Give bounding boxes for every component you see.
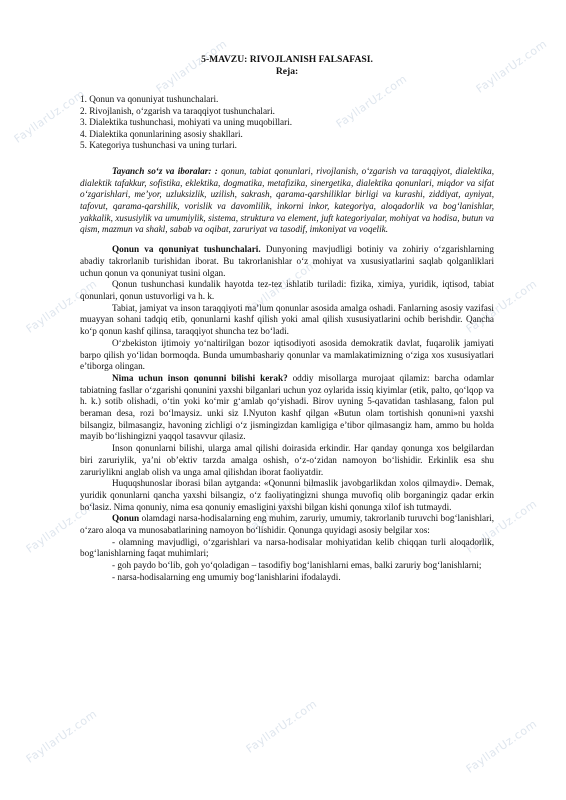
watermark: FayllarUz.com <box>23 707 100 766</box>
keywords-paragraph <box>80 166 494 236</box>
watermark: FayllarUz.com <box>23 497 100 556</box>
paragraph-text: oddiy misollarga murojaat qilamiz: barcha odamlar tabiatning fasllar o‘zgarishi qonunini yaxshi bilganlari uchun yoz oylarida issiq kiyimlar (etik, palto, qo‘lqop va h. k.) sotib olishadi, o‘tin yoki ko‘mir g‘amlab qo‘yishadi. Birov uyning 5-qavatidan tashlasang, falon pul beraman desa, rozi bo‘lmaysiz. unki siz I.Nyuton kashf qilgan «Butun olam tortishish qonuni»ni yaxshi bilsangiz, bilmasangiz, havoning zichligi o‘z jismingizdan kamligiga e’tibor qilmasangiz ham, ammo bu holda mayib bo‘lishingizni yaqqol tasavvur qilasiz. <box>80 372 495 442</box>
paragraph: O‘zbekiston ijtimoiy yo‘naltirilgan bozor iqtisodiyoti asosida demokratik davlat, fuqarolik jamiyati barpo qilish yo‘lidan bormoqda. Bunda umumbashariy qonunlar va mamlakatimizning o‘ziga xos xususiyatlari e’tiborga olingan. <box>80 337 494 372</box>
watermark: FayllarUz.com <box>243 477 320 536</box>
list-item: - goh paydo bo‘lib, goh yo‘qoladigan – tasodifiy bog‘lanishlarni emas, balki zaruriy bog‘lanishlarni; <box>112 560 482 571</box>
plan-item: 2. Rivojlanish, o‘zgarish va taraqqiyot tushunchalari. <box>80 105 275 116</box>
paragraph: Tabiat, jamiyat va inson taraqqiyoti ma’lum qonunlar asosida amalga oshadi. Fanlarning asosiy vazifasi muayyan sohani tadqiq etib, qonunlarni kashf qilish yoki amal qilish xususiyatlarini ochib berishdir. Qancha ko‘p qonun kashf qilinsa, taraqqiyot shuncha tez bo‘ladi. <box>80 302 494 337</box>
watermark: FayllarUz.com <box>463 717 540 776</box>
watermark: FayllarUz.com <box>463 497 540 556</box>
plan-item: 3. Dialektika tushunchasi, mohiyati va uning muqobillari. <box>80 117 293 128</box>
section-paragraph <box>80 244 494 279</box>
list-item: - olamning mavjudligi, o‘zgarishlari va narsa-hodisalar mohiyatidan kelib chiqqan turli aloqadorlik, bog‘lanishlarning faqat muhimlari; <box>80 536 494 559</box>
watermark: FayllarUz.com <box>243 697 320 756</box>
term-bold: Qonun <box>112 513 140 524</box>
paragraph-text: Dunyoning mavjudligi botiniy va zohiriy o‘zgarishlarning abadiy takrorlanib turishidan iborat. Bu takrorlanishlar o‘z mohiyat va xususiyatlarini saqlab qolganliklari uchun qonun va qonuniyat tusini olgan. <box>80 244 494 278</box>
question-heading: Nima uchun inson qonunni bilishi kerak? <box>112 372 288 383</box>
paragraph: Qonun tushunchasi kundalik hayotda tez-tez ishlatib turiladi: fizika, ximiya, yuridik, iqtisod, tabiat qonunlari, qonun ustuvorligi va h. k. <box>80 279 494 301</box>
document-title: 5-MAVZU: RIVOJLANISH FALSAFASI. <box>201 54 373 65</box>
section-heading: Qonun va qonuniyat tushunchalari. <box>112 244 261 255</box>
document-page <box>80 54 494 584</box>
plan-item: 1. Qonun va qonuniyat tushunchalari. <box>80 94 219 104</box>
watermark: FayllarUz.com <box>243 257 320 316</box>
plan-heading: Reja: <box>275 66 299 77</box>
paragraph: Huquqshunoslar iborasi bilan aytganda: «Qonunni bilmaslik javobgarlikdan xolos qilmaydi». Demak, yuridik qonunlarni qancha yaxshi bilsangiz, o‘z faoliyatingizni shunga muvofiq olib borganingiz qadar erkin bo‘lasiz. Nima qonuniy, nima esa qonuniy emasligini yaxshi bilgan kishi qonunga xilof ish tutmaydi. <box>80 478 494 512</box>
plan-item: 5. Kategoriya tushunchasi va uning turlari. <box>80 140 237 151</box>
paragraph <box>80 373 494 443</box>
plan-list <box>80 94 494 152</box>
list-item: - narsa-hodisalarning eng umumiy bog‘lanishlarini ifodalaydi. <box>112 571 341 582</box>
keywords-label: Tayanch so‘z va iboralar: : <box>112 165 218 176</box>
watermark: FayllarUz.com <box>473 37 550 96</box>
watermark: FayllarUz.com <box>153 37 230 96</box>
plan-item: 4. Dialektika qonunlarining asosiy shakllari. <box>80 128 243 139</box>
paragraph <box>80 513 494 536</box>
paragraph-text: olamdagi narsa-hodisalarning eng muhim, zaruriy, umumiy, takrorlanib turuvchi bog‘lanishlari, o‘zaro aloqa va munosabatlarining namoyon bo‘lishidir. Qonunga quyidagi asosiy belgilar xos: <box>80 513 494 536</box>
watermark: FayllarUz.com <box>11 87 88 146</box>
watermark: FayllarUz.com <box>23 277 100 336</box>
watermark: FayllarUz.com <box>333 72 410 131</box>
watermark: FayllarUz.com <box>463 277 540 336</box>
keywords-text: qonun, tabiat qonunlari, rivojlanish, o‘zgarish va taraqqiyot, dialektika, dialektik tafakkur, sofistika, eklektika, dogmatika, metafizika, sinergetika, dialektika qonunlari, miqdor va sifat o‘zgarishlari, me’yor, uzluksizlik, uzilish, sakrash, qarama-qarshiliklar birligi va kurashi, ziddiyat, ayniyat, tafovut, qarama-qarshilik, vorislik va davomlilik, inkorni inkor, kategoriya, aloqadorlik va bog‘lanishlar, yakkalik, xususiylik va umumiylik, sistema, struktura va element, juft kategoriyalar, mohiyat va hodisa, butun va qism, mazmun va shakl, sabab va oqibat, zaruriyat va tasodif, imkoniyat va voqelik. <box>80 165 495 235</box>
paragraph: Inson qonunlarni bilishi, ularga amal qilishi doirasida erkindir. Har qanday qonunga xos belgilardan biri zaruriylik, ya’ni ob’ektiv tarzda amalga oshish, o‘z-o‘zidan namoyon bo‘lishidir. Erkinlik esa shu zaruriylikni anglab olish va unga amal qilishdan iborat faoliyatdir. <box>80 443 494 477</box>
